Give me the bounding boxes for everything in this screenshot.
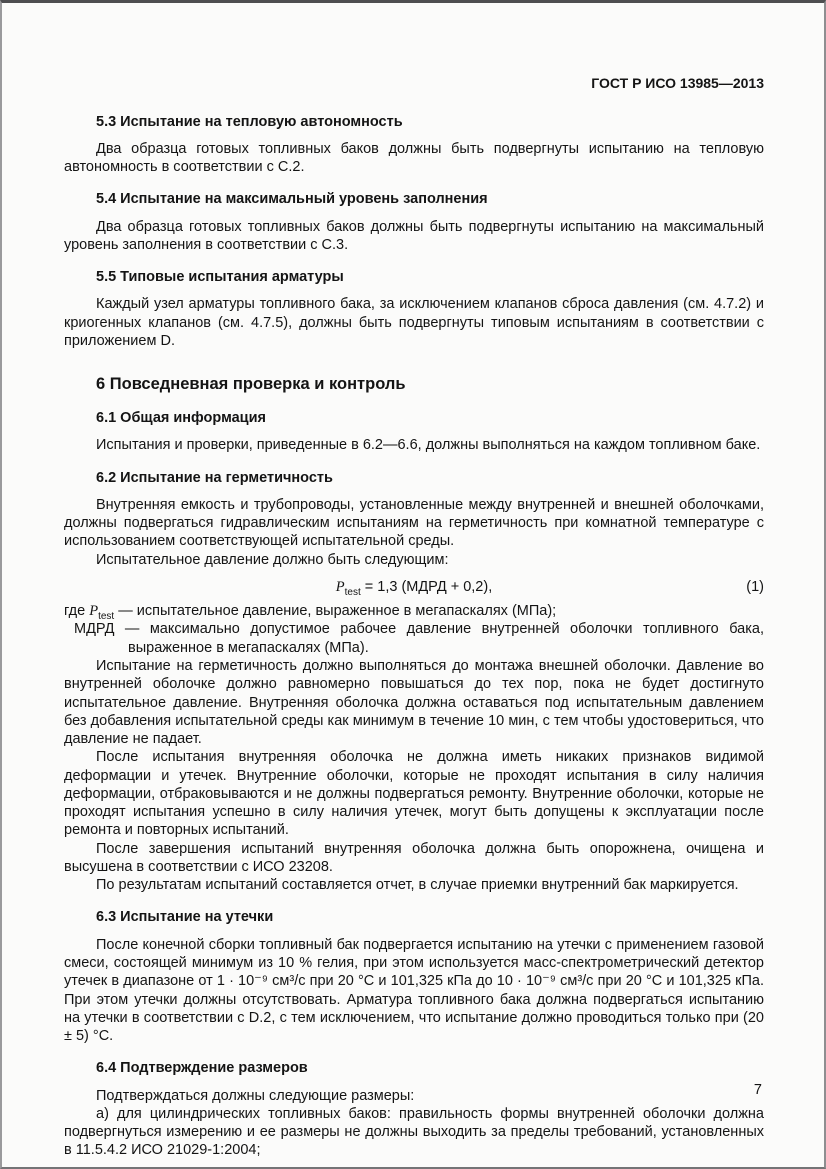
paragraph-6-4-1: Подтверждаться должны следующие размеры: [96, 1087, 415, 1104]
formula-1-row [64, 578, 764, 596]
paragraph-6-2-3: Испытание на герметичность должно выполняться до монтажа внешней оболочки. Давление во внутренней оболочке должно равномерно повышаться до тех пор, пока не будет достигнуто испытательное давление. Внутренняя оболочка должна оставаться под испытательным давлением без добавления испытательной среды как минимум в течение 10 мин, с тем чтобы удостовериться, что давление не падает. [64, 657, 764, 748]
paragraph-5-5-1: Каждый узел арматуры топливного бака, за исключением клапанов сброса давления (см. 4.7.2) и криогенных клапанов (см. 4.7.5), должны быть подвергнуты типовым испытаниям в соответствии с приложением D. [64, 296, 764, 350]
equation-number: (1) [746, 578, 764, 595]
paragraph-5-4-1: Два образца готовых топливных баков должны быть подвергнуты испытанию на максимальный уровень заполнения в соответствии с С.3. [64, 218, 764, 253]
heading-6-1: 6.1 Общая информация [96, 410, 266, 427]
formula-variable: P [335, 578, 345, 595]
heading-5-4: 5.4 Испытание на максимальный уровень заполнения [96, 191, 488, 208]
doc-number-header: ГОСТ Р ИСО 13985—2013 [591, 75, 764, 91]
where-variable: P [89, 603, 99, 620]
paragraph-6-4-2: а) для цилиндрических топливных баков: правильность формы внутренней оболочки должна подвергнуться измерению и ее размеры не должны выходить за пределы требований, установленных в 11.5.4.2 ИСО 21029-1:2004; [64, 1105, 764, 1159]
heading-6-4: 6.4 Подтверждение размеров [96, 1060, 308, 1077]
where-definition: — испытательное давление, выраженное в мегапаскалях (МПа); [114, 603, 557, 620]
paragraph-6-2-6: По результатам испытаний составляется отчет, в случае приемки внутренний бак маркируется. [96, 877, 739, 894]
formula-where-line-1 [64, 602, 764, 623]
paragraph-6-2-4: После испытания внутренняя оболочка не должна иметь никаких признаков видимой деформации и утечек. Внутренние оболочки, которые не проходят испытания в силу наличия деформации, отбраковываются и не должны подвергаться ремонту. Внутренние оболочки, которые не проходят испытания успешно в силу наличия утечек, могут быть допущены к эксплуатации после ремонта и повторных испытаний. [64, 749, 764, 839]
paragraph-5-3-1: Два образца готовых топливных баков должны быть подвергнуты испытанию на тепловую автономность в соответствии с С.2. [64, 140, 764, 176]
paragraph-6-1-1: Испытания и проверки, приведенные в 6.2—6.6, должны выполняться на каждом топливном баке. [96, 437, 761, 454]
heading-6-2: 6.2 Испытание на герметичность [96, 469, 333, 486]
formula-rhs: = 1,3 (МДРД + 0,2), [360, 578, 493, 595]
paragraph-6-2-2: Испытательное давление должно быть следующим: [96, 551, 449, 568]
heading-6-3: 6.3 Испытание на утечки [96, 909, 274, 926]
formula-1-expression [335, 578, 493, 598]
where-variable-subscript: test [98, 611, 115, 623]
paragraph-6-2-1: Внутренняя емкость и трубопроводы, установленные между внутренней и внешней оболочками, должны подвергаться гидравлическим испытаниям на герметичность при комнатной температуре с использованием соответствующей испытательной среды. [64, 496, 764, 550]
heading-6: 6 Повседневная проверка и контроль [96, 375, 406, 394]
formula-where-line-2: МДРД — максимально допустимое рабочее давление внутренней оболочки топливного бака, выраженное в мегапаскалях (МПа). [74, 621, 764, 656]
paragraph-6-3-1: После конечной сборки топливный бак подвергается испытанию на утечки с применением газовой смеси, состоящей минимум из 10 % гелия, при этом используется масс-спектрометрический детектор утечек в диапазоне от 1 · 10⁻⁹ см³/с при 20 °С и 101,325 кПа до 10 · 10⁻⁹ см³/с при 20 °С и 101,325 кПа. При этом утечки должны отсутствовать. Арматура топливного бака должна подвергаться испытанию на утечки в соответствии с D.2, с тем исключением, что испытание должно проводиться только при (20 ± 5) °С. [64, 936, 764, 1045]
page-number: 7 [753, 1082, 762, 1098]
heading-5-5: 5.5 Типовые испытания арматуры [96, 269, 344, 286]
paragraph-6-2-5: После завершения испытаний внутренняя оболочка должна быть опорожнена, очищена и высушена в соответствии с ИСО 23208. [64, 840, 764, 875]
where-prefix: где [64, 603, 90, 620]
formula-variable-subscript: test [344, 586, 361, 598]
heading-5-3: 5.3 Испытание на тепловую автономность [96, 113, 403, 130]
